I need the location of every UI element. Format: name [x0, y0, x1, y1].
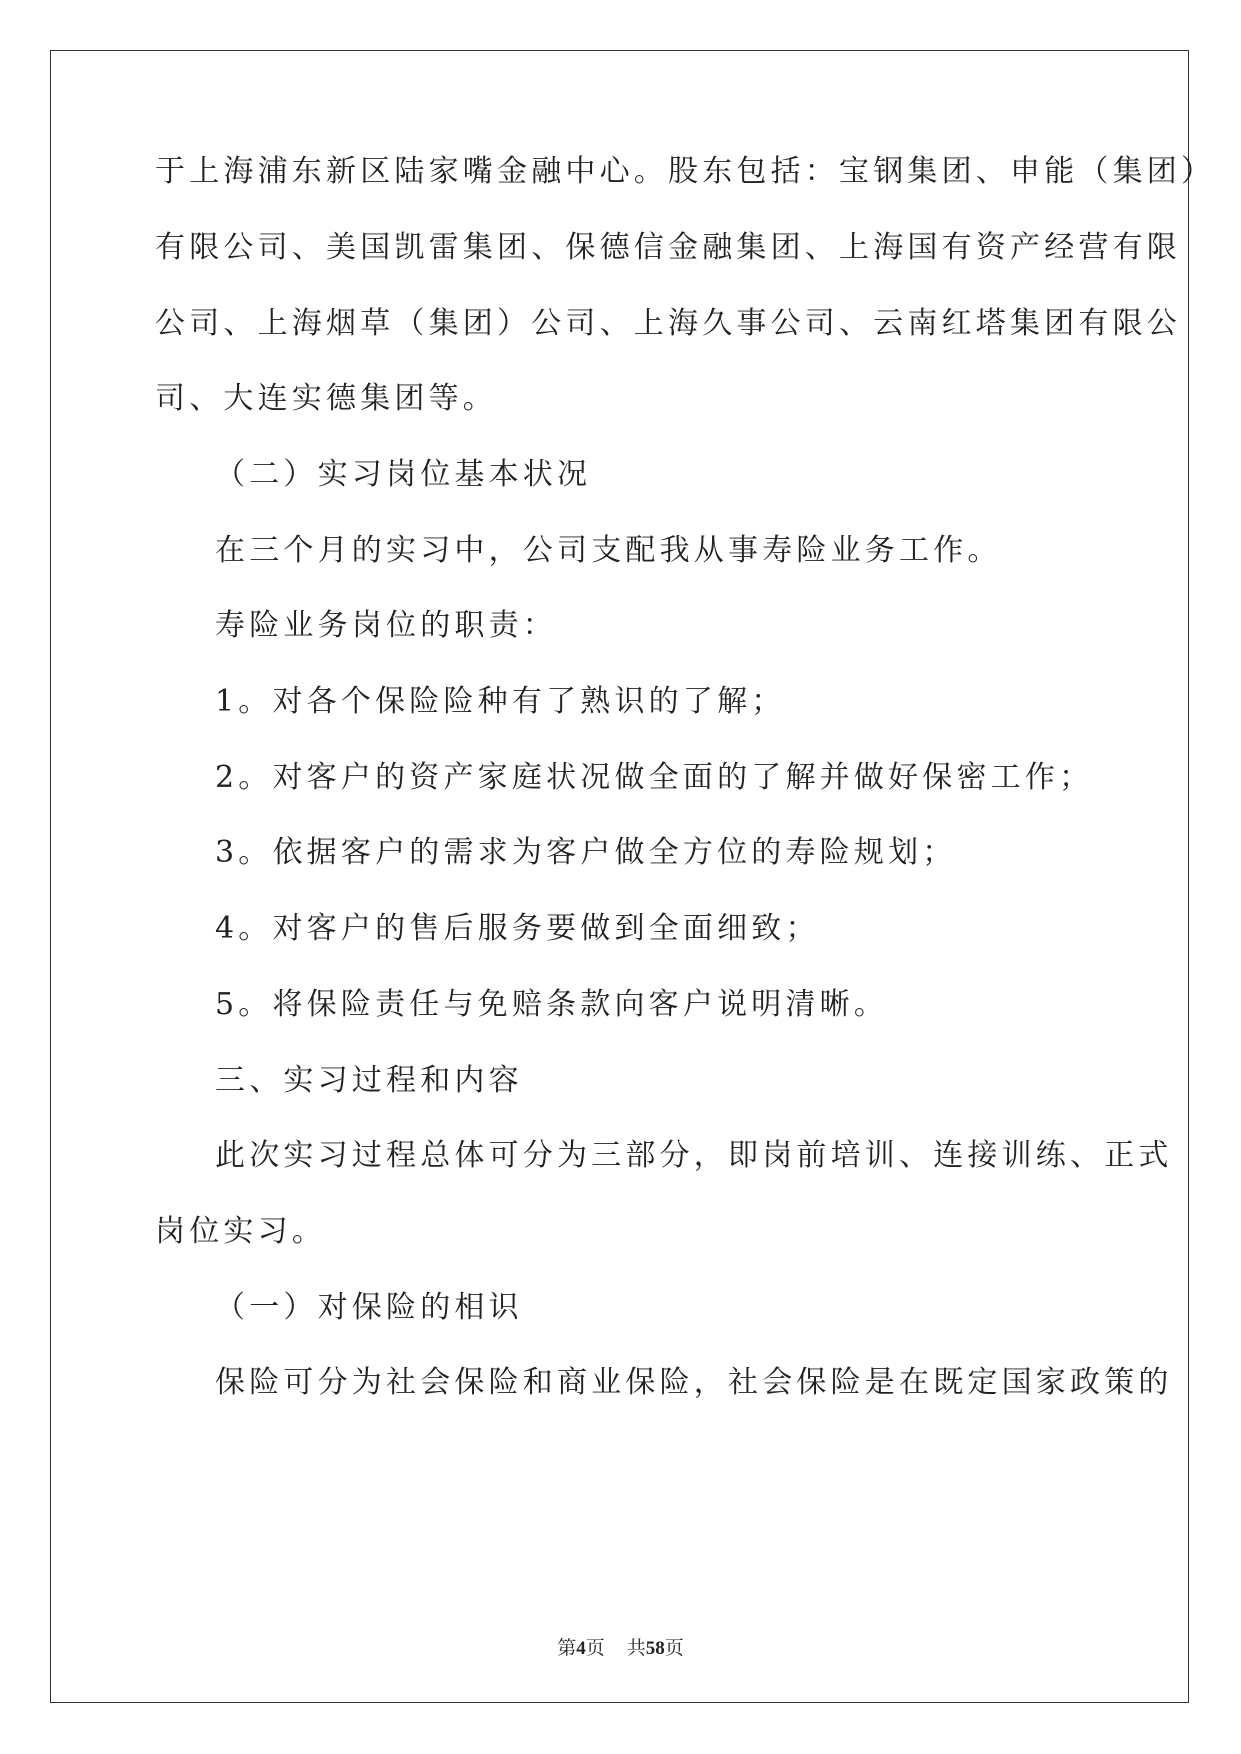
list-item-5: 5。将保险责任与免赔条款向客户说明清晰。 — [215, 987, 889, 1022]
page-footer — [0, 1633, 1241, 1660]
body-line-3: 公司、上海烟草（集团）公司、上海久事公司、云南红塔集团有限公 — [155, 306, 1181, 341]
footer-page-prefix: 第 — [557, 1638, 577, 1659]
list-item-4: 4。对客户的售后服务要做到全面细致； — [215, 911, 820, 946]
list-item-2: 2。对客户的资产家庭状况做全面的了解并做好保密工作； — [215, 760, 1094, 795]
footer-page-suffix: 页 — [585, 1638, 605, 1659]
footer-total-prefix: 共 — [626, 1638, 646, 1659]
footer-page-number: 4 — [576, 1638, 586, 1659]
body-line-4: 司、大连实德集团等。 — [155, 381, 497, 416]
section-heading-2: （二）实习岗位基本状况 — [215, 457, 592, 492]
section-heading-1: （一）对保险的相识 — [215, 1290, 523, 1325]
page-border — [50, 50, 1189, 1703]
body-line-1: 于上海浦东新区陆家嘴金融中心。股东包括：宝钢集团、申能（集团） — [155, 154, 1216, 189]
list-item-1: 1。对各个保险险种有了熟识的了解； — [215, 684, 786, 719]
body-line-14: 此次实习过程总体可分为三部分，即岗前培训、连接训练、正式 — [215, 1138, 1173, 1173]
footer-total-pages: 58 — [645, 1638, 665, 1659]
body-line-6: 在三个月的实习中，公司支配我从事寿险业务工作。 — [215, 533, 1002, 568]
list-item-3: 3。依据客户的需求为客户做全方位的寿险规划； — [215, 835, 957, 870]
footer-total-suffix: 页 — [664, 1638, 684, 1659]
body-line-2: 有限公司、美国凯雷集团、保德信金融集团、上海国有资产经营有限 — [155, 230, 1181, 265]
body-line-15: 岗位实习。 — [155, 1214, 326, 1249]
body-line-7: 寿险业务岗位的职责： — [215, 608, 557, 643]
section-heading-3: 三、实习过程和内容 — [215, 1063, 523, 1098]
body-line-17: 保险可分为社会保险和商业保险，社会保险是在既定国家政策的 — [215, 1365, 1173, 1400]
